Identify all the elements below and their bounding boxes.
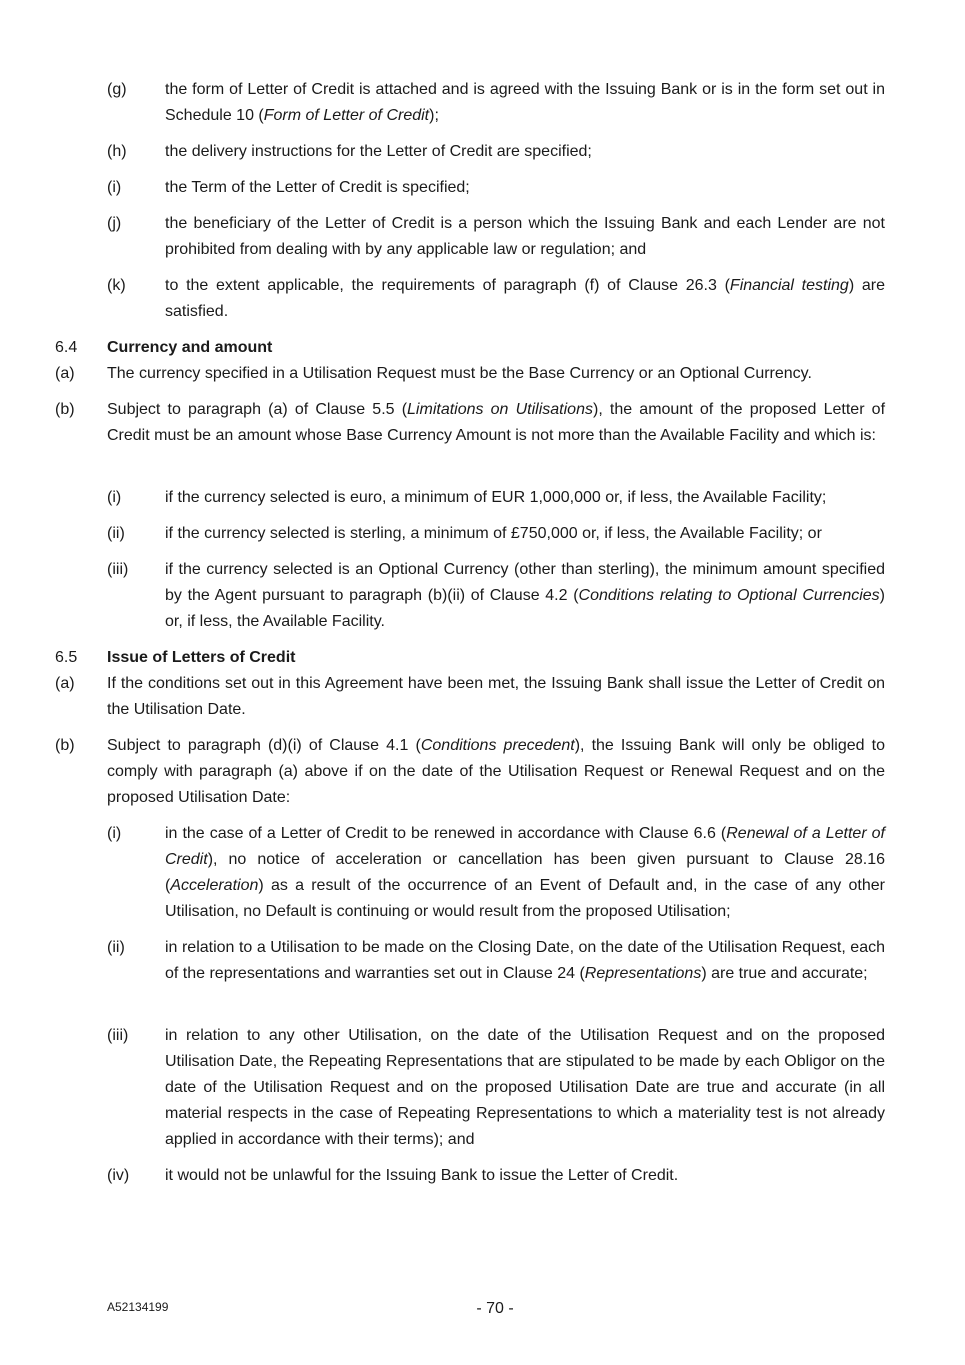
sub-text-6-4-iii: if the currency selected is an Optional Currency (other than sterling), the minimum amount specified by the Agent pursuant to paragraph (b)(ii) of Clause 4.2 (Conditions relating to Optional Currencies) or, if less, the Available Facility. bbox=[165, 561, 885, 630]
item-text-k: to the extent applicable, the requirements of paragraph (f) of Clause 26.3 (Financial testing) are satisfied. bbox=[165, 277, 885, 320]
item-text-h: the delivery instructions for the Letter of Credit are specified; bbox=[165, 143, 592, 160]
para-text-6-4-a: The currency specified in a Utilisation Request must be the Base Currency or an Optional Currency. bbox=[107, 365, 812, 382]
para-label-6-4-b: (b) bbox=[55, 401, 75, 418]
sub-label-6-4-ii: (ii) bbox=[107, 525, 125, 542]
item-label-h: (h) bbox=[107, 143, 127, 160]
item-label-g: (g) bbox=[107, 81, 127, 98]
sub-label-6-5-ii: (ii) bbox=[107, 939, 125, 956]
sub-label-6-4-i: (i) bbox=[107, 489, 122, 506]
sub-label-6-5-iv: (iv) bbox=[107, 1167, 130, 1184]
para-text-6-4-b: Subject to paragraph (a) of Clause 5.5 (Limitations on Utilisations), the amount of the proposed Letter of Credit must be an amount whose Base Currency Amount is not more than the Available Facility and which is: bbox=[107, 401, 886, 444]
para-label-6-5-a: (a) bbox=[55, 675, 75, 692]
sub-label-6-5-iii: (iii) bbox=[107, 1027, 129, 1044]
sub-text-6-5-ii: in relation to a Utilisation to be made on the Closing Date, on the date of the Utilisation Request, each of the representations and warranties set out in Clause 24 (Representations) are true and accurate; bbox=[165, 939, 885, 982]
sub-text-6-5-i: in the case of a Letter of Credit to be renewed in accordance with Clause 6.6 (Renewal of a Letter of Credit), no notice of acceleration or cancellation has been given pursuant to Clause 28.16 (Acceleration) as a result of the occurrence of an Event of Default and, in the case of any other Utilisation, no Default is continuing or would result from the proposed Utilisation; bbox=[165, 825, 886, 920]
section-title-6-4: Currency and amount bbox=[107, 339, 273, 356]
para-text-6-5-a: If the conditions set out in this Agreement have been met, the Issuing Bank shall issue the Letter of Credit on the Utilisation Date. bbox=[107, 675, 885, 718]
page-number: - 70 - bbox=[476, 1300, 514, 1317]
para-label-6-4-a: (a) bbox=[55, 365, 75, 382]
sub-text-6-4-ii: if the currency selected is sterling, a minimum of £750,000 or, if less, the Available Facility; or bbox=[165, 525, 822, 542]
item-text-j: the beneficiary of the Letter of Credit is a person which the Issuing Bank and each Lender are not prohibited from dealing with by any applicable law or regulation; and bbox=[165, 215, 885, 258]
sub-text-6-4-i: if the currency selected is euro, a minimum of EUR 1,000,000 or, if less, the Available Facility; bbox=[165, 489, 827, 506]
item-label-i: (i) bbox=[107, 179, 122, 196]
para-label-6-5-b: (b) bbox=[55, 737, 75, 754]
sub-label-6-4-iii: (iii) bbox=[107, 561, 129, 578]
para-text-6-5-b: Subject to paragraph (d)(i) of Clause 4.1 (Conditions precedent), the Issuing Bank will only be obliged to comply with paragraph (a) above if on the date of the Utilisation Request or Renewal Request and on the proposed Utilisation Date: bbox=[107, 737, 885, 806]
sub-text-6-5-iv: it would not be unlawful for the Issuing Bank to issue the Letter of Credit. bbox=[165, 1167, 679, 1184]
section-number-6-5: 6.5 bbox=[55, 649, 78, 666]
item-label-j: (j) bbox=[107, 215, 122, 232]
item-label-k: (k) bbox=[107, 277, 126, 294]
item-text-i: the Term of the Letter of Credit is specified; bbox=[165, 179, 470, 196]
section-title-6-5: Issue of Letters of Credit bbox=[107, 649, 296, 666]
item-text-g: the form of Letter of Credit is attached and is agreed with the Issuing Bank or is in the form set out in Schedule 10 (Form of Letter of Credit); bbox=[165, 81, 885, 124]
document-reference: A52134199 bbox=[107, 1300, 169, 1314]
sub-label-6-5-i: (i) bbox=[107, 825, 122, 842]
section-number-6-4: 6.4 bbox=[55, 339, 78, 356]
sub-text-6-5-iii: in relation to any other Utilisation, on the date of the Utilisation Request and on the proposed Utilisation Date, the Repeating Representations that are stipulated to be made by each Obligor on the date of the Utilisation Request and on the proposed Utilisation Date are true and accurate (in all material respects in the case of Repeating Representations to which a materiality test is not already applied in accordance with their terms); and bbox=[165, 1027, 885, 1148]
